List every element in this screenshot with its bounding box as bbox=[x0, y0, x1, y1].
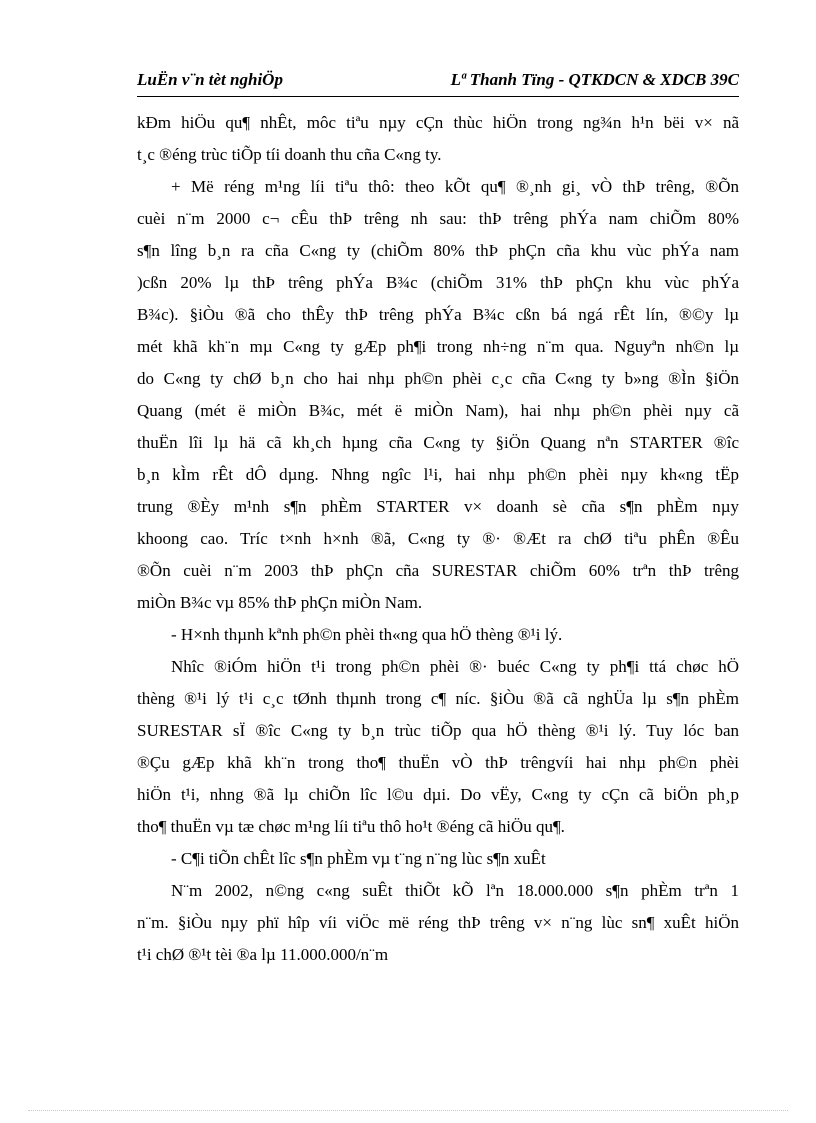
text-line: B¾c). §iÒu ®ã cho thÊy thÞ trêng phÝa B¾c cßn bá ngá rÊt lín, ®©y lµ bbox=[137, 305, 739, 324]
body-text bbox=[137, 107, 739, 971]
text-line: miÒn B¾c vµ 85% thÞ phÇn miÒn Nam. bbox=[137, 593, 423, 612]
text-line: SURESTAR sÏ ®îc C«ng ty b¸n trùc tiÕp qua hÖ thèng ®¹i lý. Tuy lóc ban bbox=[137, 721, 739, 740]
text-line: cuèi n¨m 2000 c¬ cÊu thÞ trêng nh sau: thÞ trêng phÝa nam chiÕm 80% bbox=[137, 209, 739, 228]
text-line: n¨m. §iÒu nµy phï hîp víi viÖc më réng thÞ trêng v× n¨ng lùc sn¶ xuÊt hiÖn bbox=[137, 913, 739, 932]
text-line: N¨m 2002, n©ng c«ng suÊt thiÕt kÕ lªn 18.000.000 s¶n phÈm trªn 1 bbox=[171, 881, 739, 900]
text-line: trung ®Èy m¹nh s¶n phÈm STARTER v× doanh sè cña s¶n phÈm nµy bbox=[137, 497, 739, 516]
text-line: Nhîc ®iÓm hiÖn t¹i trong ph©n phèi ®· buéc C«ng ty ph¶i ttá chøc hÖ bbox=[171, 657, 739, 676]
text-line: t¹i chØ ®¹t tèi ®a lµ 11.000.000/n¨m bbox=[137, 945, 389, 964]
text-line: t¸c ®éng trùc tiÕp tíi doanh thu cña C«ng ty. bbox=[137, 145, 442, 164]
text-line: Quang (mét ë miÒn B¾c, mét ë miÒn Nam), hai nhµ ph©n phèi nµy cã bbox=[137, 401, 739, 420]
text-line: + Më réng m¹ng líi tiªu thô: theo kÕt qu¶ ®¸nh gi¸ vÒ thÞ trêng, ®Õn bbox=[171, 177, 739, 196]
text-line: kÐm hiÖu qu¶ nhÊt, môc tiªu nµy cÇn thùc hiÖn trong ng¾n h¹n bëi v× nã bbox=[137, 113, 739, 132]
header-author: Lª Thanh Tïng - QTKDCN & XDCB 39C bbox=[450, 70, 739, 89]
page-header bbox=[137, 70, 739, 97]
text-line: s¶n lîng b¸n ra cña C«ng ty (chiÕm 80% thÞ phÇn cña khu vùc phÝa nam bbox=[137, 241, 739, 260]
text-line: mét khã kh¨n mµ C«ng ty gÆp ph¶i trong nh÷ng n¨m qua. Nguyªn nh©n lµ bbox=[137, 337, 739, 356]
text-line: - C¶i tiÕn chÊt lîc s¶n phÈm vµ t¨ng n¨ng lùc s¶n xuÊt bbox=[171, 849, 546, 868]
text-line: do C«ng ty chØ b¸n cho hai nhµ ph©n phèi c¸c cña C«ng ty b»ng ®Ìn §iÖn bbox=[137, 369, 739, 388]
text-line: b¸n kÌm rÊt dÔ dµng. Nhng ngîc l¹i, hai nhµ ph©n phèi nµy kh«ng tËp bbox=[137, 465, 739, 484]
text-line: ®Õn cuèi n¨m 2003 thÞ phÇn cña SURESTAR chiÕm 60% trªn thÞ trêng bbox=[137, 561, 739, 580]
text-line: thuËn lîi lµ hä cã kh¸ch hµng cña C«ng ty §iÖn Quang nªn STARTER ®îc bbox=[137, 433, 739, 452]
text-line: ®Çu gÆp khã kh¨n trong tho¶ thuËn vÒ thÞ trêngvíi hai nhµ ph©n phèi bbox=[137, 753, 739, 772]
text-line: khoong cao. Tríc t×nh h×nh ®ã, C«ng ty ®· ®Æt ra chØ tiªu phÊn ®Êu bbox=[137, 529, 739, 548]
text-line: )cßn 20% lµ thÞ trêng phÝa B¾c (chiÕm 31% thÞ phÇn khu vùc phÝa bbox=[137, 273, 739, 292]
header-thesis-title: LuËn v¨n tèt nghiÖp bbox=[137, 70, 283, 89]
text-line: tho¶ thuËn vµ tæ chøc m¹ng líi tiªu thô ho¹t ®éng cã hiÖu qu¶. bbox=[137, 817, 565, 836]
page-bottom-divider bbox=[28, 1110, 788, 1111]
text-line: - H×nh thµnh kªnh ph©n phèi th«ng qua hÖ thèng ®¹i lý. bbox=[171, 625, 563, 644]
text-line: hiÖn t¹i, nhng ®ã lµ chiÕn lîc l©u dµi. Do vËy, C«ng ty cÇn cã biÖn ph¸p bbox=[137, 785, 739, 804]
text-line: thèng ®¹i lý t¹i c¸c tØnh thµnh trong c¶ níc. §iÒu ®ã cã nghÜa lµ s¶n phÈm bbox=[137, 689, 739, 708]
